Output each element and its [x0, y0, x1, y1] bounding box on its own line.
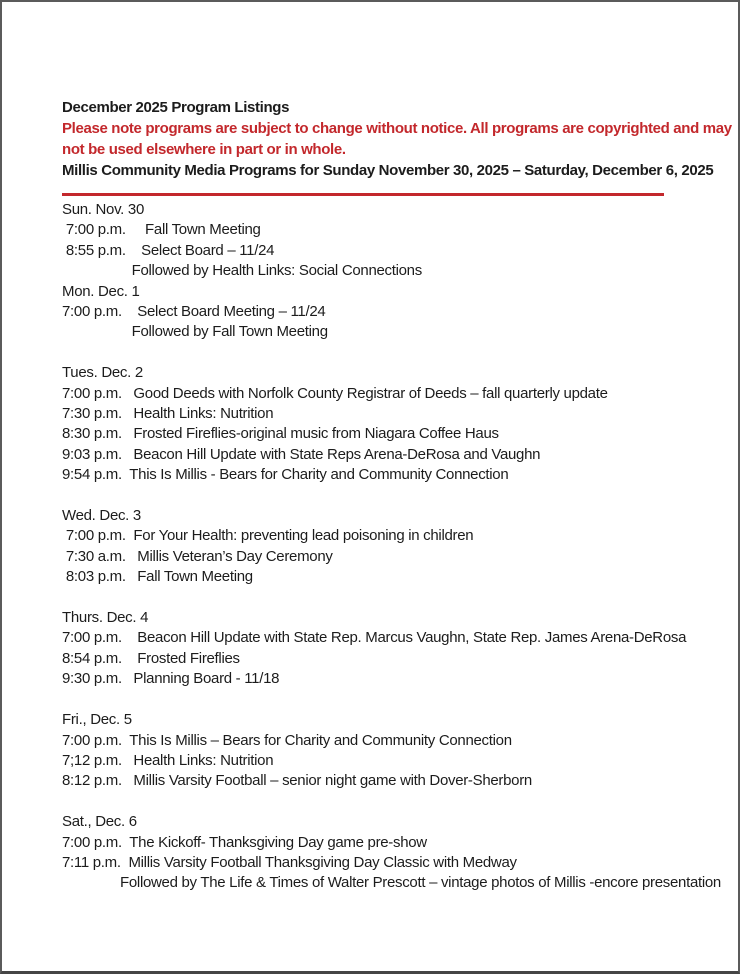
copyright-notice-line-2: not be used elsewhere in part or in whole. [62, 141, 346, 158]
day-section-monday [62, 282, 730, 343]
program-line: 7:11 p.m. Millis Varsity Football Thanksgiving Day Classic with Medway [62, 853, 517, 871]
program-schedule [62, 200, 730, 894]
program-line: 7:00 p.m. For Your Health: preventing lead poisoning in children [62, 527, 474, 545]
page-content [62, 97, 730, 894]
program-line: 7:00 p.m. Fall Town Meeting [62, 221, 261, 239]
document-header [62, 97, 730, 181]
program-line: 8:30 p.m. Frosted Fireflies-original music from Niagara Coffee Haus [62, 425, 499, 443]
program-line: Followed by Fall Town Meeting [62, 323, 328, 341]
program-line: 8:55 p.m. Select Board – 11/24 [62, 241, 275, 259]
program-line: 7:00 p.m. The Kickoff- Thanksgiving Day game pre-show [62, 833, 427, 851]
program-line: 7:00 p.m. Beacon Hill Update with State Rep. Marcus Vaughn, State Rep. James Arena-DeRosa [62, 629, 687, 647]
program-line: 8:54 p.m. Frosted Fireflies [62, 649, 240, 667]
day-heading: Sat., Dec. 6 [62, 813, 137, 831]
program-line: 7:00 p.m. Select Board Meeting – 11/24 [62, 303, 326, 321]
day-heading: Wed. Dec. 3 [62, 507, 141, 525]
program-line: 7:00 p.m. This Is Millis – Bears for Charity and Community Connection [62, 731, 512, 749]
day-section-friday [62, 710, 730, 792]
program-line: 9:30 p.m. Planning Board - 11/18 [62, 670, 280, 688]
day-section-thursday [62, 608, 730, 690]
program-line: 7:30 p.m. Health Links: Nutrition [62, 405, 274, 423]
program-line: 8:03 p.m. Fall Town Meeting [62, 568, 253, 586]
day-section-saturday [62, 812, 730, 894]
program-line: 9:54 p.m. This Is Millis - Bears for Charity and Community Connection [62, 466, 509, 484]
day-heading: Sun. Nov. 30 [62, 201, 145, 218]
program-line: 9:03 p.m. Beacon Hill Update with State Reps Arena-DeRosa and Vaughn [62, 445, 541, 463]
day-heading: Mon. Dec. 1 [62, 282, 140, 300]
program-line: 7:30 a.m. Millis Veteran’s Day Ceremony [62, 547, 333, 565]
date-range-subtitle: Millis Community Media Programs for Sunday November 30, 2025 – Saturday, December 6, 2025 [62, 162, 714, 179]
document-title: December 2025 Program Listings [62, 99, 290, 116]
copyright-notice-line-1: Please note programs are subject to change without notice. All programs are copyrighted and may [62, 120, 732, 137]
program-line: Followed by The Life & Times of Walter Prescott – vintage photos of Millis -encore presentation [62, 874, 721, 892]
day-heading: Thurs. Dec. 4 [62, 609, 149, 627]
day-heading: Fri., Dec. 5 [62, 711, 132, 729]
day-section-sunday [62, 200, 730, 282]
program-line: 7:00 p.m. Good Deeds with Norfolk County Registrar of Deeds – fall quarterly update [62, 384, 608, 402]
day-section-wednesday [62, 506, 730, 588]
day-heading: Tues. Dec. 2 [62, 364, 143, 382]
day-section-tuesday [62, 363, 730, 485]
program-line: 8:12 p.m. Millis Varsity Football – senior night game with Dover-Sherborn [62, 772, 532, 790]
program-line: Followed by Health Links: Social Connections [62, 262, 422, 280]
program-line: 7;12 p.m. Health Links: Nutrition [62, 751, 274, 769]
red-divider [62, 193, 664, 196]
